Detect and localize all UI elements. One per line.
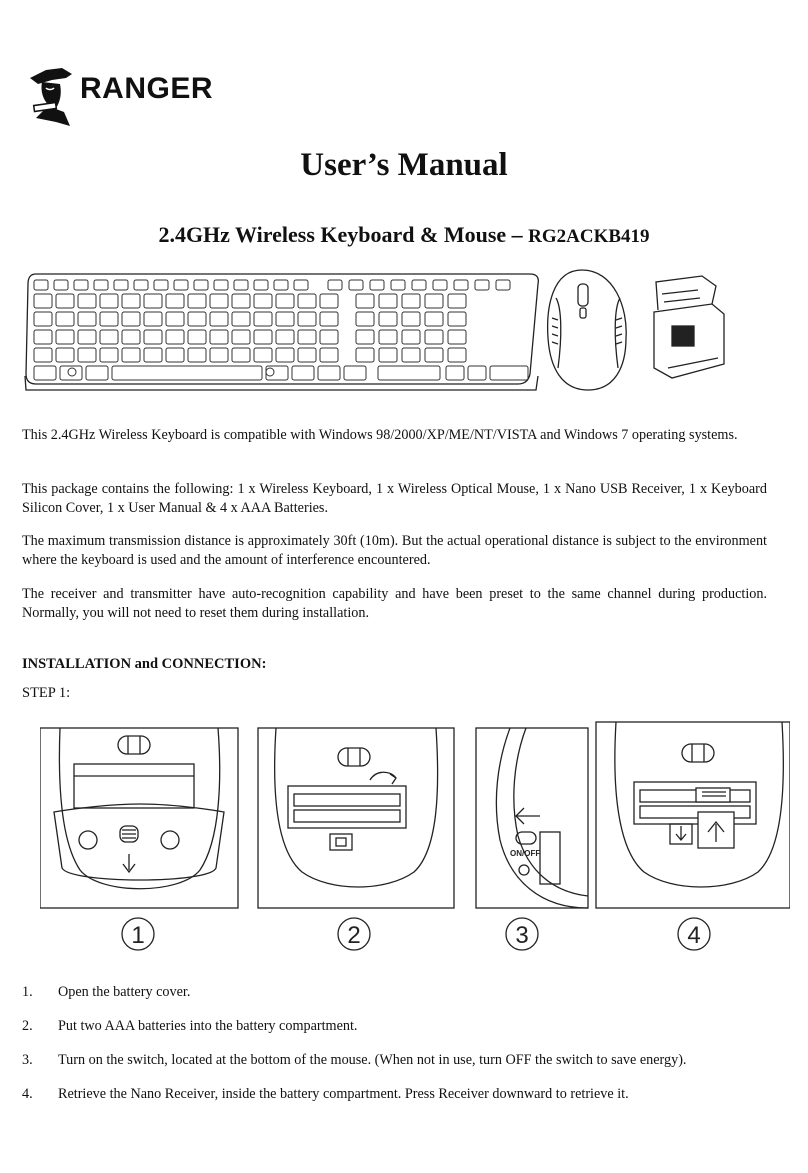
step-1-figure	[40, 720, 790, 975]
list-text: Open the battery cover.	[58, 984, 191, 1000]
transmission-distance-paragraph: The maximum transmission distance is approximately 30ft (10m). But the actual operational distance is subject to the environment where the keyboard is used and the amount of interference encountered.	[22, 533, 767, 568]
panel-number-1: 1	[131, 922, 145, 949]
brand-name: RANGER	[80, 72, 214, 105]
panel-4	[596, 722, 790, 908]
panel-number-4: 4	[687, 922, 701, 949]
page-title: User’s Manual	[300, 147, 508, 183]
panel-number-2: 2	[347, 922, 361, 949]
panel-3	[476, 728, 588, 908]
product-illustration	[22, 268, 742, 399]
compatibility-paragraph: This 2.4GHz Wireless Keyboard is compatible with Windows 98/2000/XP/ME/NT/VISTA and Windows 7 operating systems.	[22, 427, 738, 443]
ranger-head-icon	[26, 62, 80, 128]
on-off-label: ON/OFF	[510, 849, 541, 858]
panel-number-3: 3	[515, 922, 529, 949]
auto-recognition-paragraph: The receiver and transmitter have auto-recognition capability and have been preset to the same channel during production. Normally, you will not need to reset them during installation.	[22, 586, 767, 621]
list-number: 1.	[22, 984, 33, 1000]
package-contents-paragraph: This package contains the following: 1 x Wireless Keyboard, 1 x Wireless Optical Mouse, 1 x Nano USB Receiver, 1 x Keyboard Silicon Cover, 1 x User Manual & 4 x AAA Batteries.	[22, 481, 767, 516]
ranger-logo	[26, 62, 226, 128]
step-1-label: STEP 1:	[22, 685, 71, 701]
step-number-circles	[122, 918, 710, 950]
list-number: 3.	[22, 1052, 33, 1068]
product-name: 2.4GHz Wireless Keyboard & Mouse	[158, 222, 507, 247]
list-text: Put two AAA batteries into the battery compartment.	[58, 1018, 358, 1034]
battery-installation-diagram	[40, 720, 790, 970]
subtitle-separator: –	[506, 222, 529, 247]
panel-2	[258, 728, 454, 908]
list-text: Retrieve the Nano Receiver, inside the battery compartment. Press Receiver downward to retrieve it.	[58, 1086, 629, 1102]
panel-1	[40, 728, 238, 908]
product-subtitle	[0, 222, 808, 248]
list-text: Turn on the switch, located at the bottom of the mouse. (When not in use, turn OFF the switch to save energy).	[58, 1052, 687, 1068]
list-number: 4.	[22, 1086, 33, 1102]
installation-heading: INSTALLATION and CONNECTION:	[22, 656, 267, 672]
list-number: 2.	[22, 1018, 33, 1034]
keyboard-mouse-receiver-image	[22, 268, 742, 394]
model-number: RG2ACKB419	[528, 226, 650, 247]
